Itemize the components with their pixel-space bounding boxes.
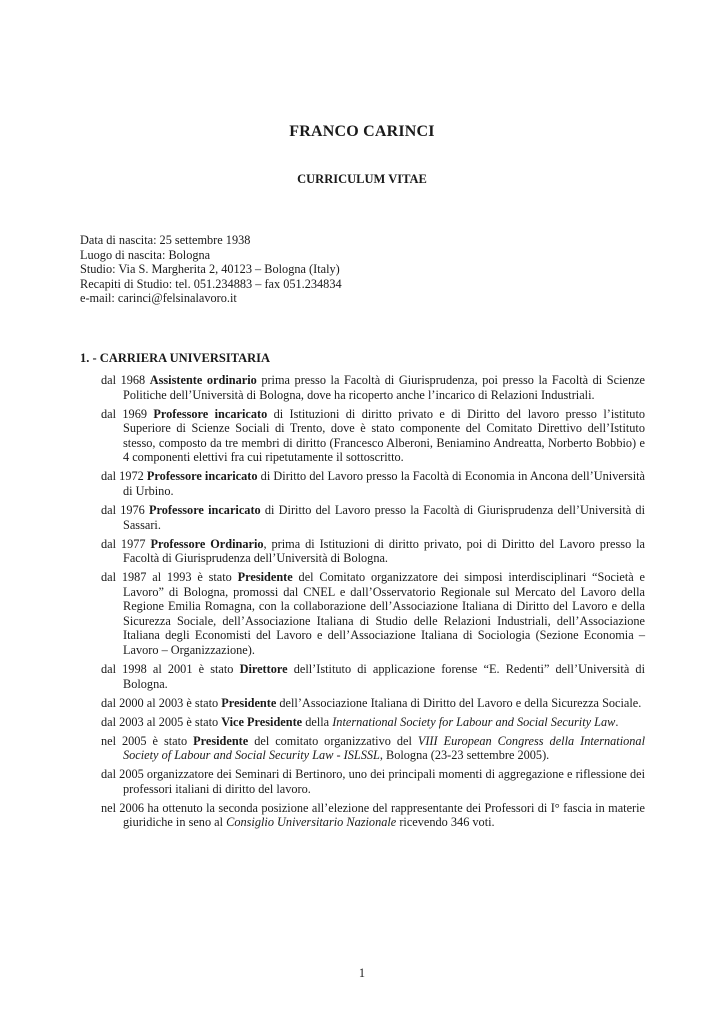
career-entry	[80, 469, 645, 498]
entry-text: dal 2000 al 2003 è stato	[101, 695, 222, 710]
entry-text: dal 1977	[101, 536, 151, 551]
entry-text: dal 1998 al 2001 è stato	[101, 662, 240, 677]
entry-text: di Istituzioni di diritto privato e di Diritto del lavoro presso l’istituto Superiore di Scienze Sociali di Trento, dove è stato componente del Comitato Direttivo dell’Istituto stesso, composto da tre membri di diritto (Francesco Alberoni, Beniamino Andreatta, Norberto Bobbio) e 4 componenti elettivi fra cui ripetutamente il sottoscritto.	[123, 406, 646, 465]
entry-text: prima presso la Facoltà di Giurisprudenza, poi presso la Facoltà di Scienze Politiche dell’Università di Bologna, dove ha ricoperto anche l’incarico di Relazioni Industriali.	[123, 373, 646, 402]
career-entry	[80, 696, 645, 711]
entry-text: dell’Associazione Italiana di Diritto del Lavoro e della Sicurezza Sociale.	[276, 695, 642, 710]
entry-text: del Comitato organizzatore dei simposi interdisciplinari “Società e Lavoro” di Bologna, promossi dal CNEL e dall’Osservatorio Regionale sul Mercato del Lavoro della Regione Emilia Romagna, con la collaborazione dell’Associazione Italiana di Diritto del Lavoro e della Sicurezza Sociale, dell’Associazione Italiana di Studio delle Relazioni Industriali, dell’Associazione Italiana degli Economisti del Lavoro e dell’Associazione Italiana di Sociologia (Sezione Economia – Lavoro – Organizzazione).	[123, 570, 645, 658]
entry-text: dal 1968	[101, 373, 150, 387]
personal-info	[80, 233, 342, 306]
page-number: 1	[358, 966, 366, 980]
entry-institution: International Society for Labour and Social Security Law	[332, 714, 616, 729]
entry-text: dal 2005 organizzatore dei Seminari di Bertinoro, uno dei principali momenti di aggregazione e riflessione dei professori italiani di diritto del lavoro.	[101, 767, 645, 796]
entry-role: Presidente	[237, 570, 293, 585]
entry-role: Presidente	[193, 733, 249, 748]
email-address: e-mail: carinci@felsinalavoro.it	[80, 291, 237, 306]
entry-role: Professore Ordinario	[150, 536, 264, 551]
entry-text: dell’Istituto di applicazione forense “E. Redenti” dell’Università di Bologna.	[123, 662, 645, 691]
career-entry	[80, 537, 645, 566]
entry-text: di Diritto del Lavoro presso la Facoltà di Economia in Ancona dell’Università di Urbino.	[123, 469, 646, 498]
office-contacts: Recapiti di Studio: tel. 051.234883 – fax 051.234834	[80, 276, 342, 291]
entry-role: Professore incaricato	[153, 406, 268, 421]
career-entry	[80, 407, 645, 465]
entry-text: di Diritto del Lavoro presso la Facoltà di Giurisprudenza dell’Università di Sassari.	[123, 502, 645, 532]
entry-role: Professore incaricato	[149, 502, 261, 517]
section-heading: 1. - CARRIERA UNIVERSITARIA	[80, 351, 271, 365]
entry-text: dal 1972	[101, 469, 147, 484]
entry-institution: Consiglio Universitario Nazionale	[226, 815, 397, 830]
career-entry	[80, 570, 645, 658]
entry-text: , Bologna (23-23 settembre 2005).	[379, 748, 550, 763]
document-subtitle: CURRICULUM VITAE	[297, 172, 427, 186]
entry-text: dal 2003 al 2005 è stato	[101, 714, 222, 729]
career-entry	[80, 734, 645, 763]
entry-text: della	[302, 714, 333, 729]
entry-role: Vice Presidente	[221, 714, 303, 729]
entry-institution: VIII European Congress della International Society of Labour and Social Security Law - ISLSSL	[123, 733, 645, 763]
document-title: FRANCO CARINCI	[289, 123, 435, 140]
entry-text: , prima di Istituzioni di diritto privato, poi di Diritto del Lavoro presso la Facoltà di Giurisprudenza dell’Università di Bologna.	[123, 536, 646, 566]
career-entries	[80, 373, 645, 834]
entry-text: dal 1976	[101, 502, 150, 517]
office-address: Studio: Via S. Margherita 2, 40123 – Bologna (Italy)	[80, 262, 340, 277]
birth-date: Data di nascita: 25 settembre 1938	[80, 233, 251, 247]
birth-place: Luogo di nascita: Bologna	[80, 247, 211, 262]
career-entry	[80, 767, 645, 796]
entry-text: dal 1969	[101, 406, 154, 421]
entry-text: dal 1987 al 1993 è stato	[101, 570, 238, 585]
career-entry	[80, 715, 645, 730]
career-entry	[80, 503, 645, 532]
entry-role: Direttore	[239, 662, 288, 677]
entry-text: nel 2006 ha ottenuto la seconda posizione all’elezione del rappresentante dei Professori di I° fascia in materie giuridiche in seno al	[101, 800, 645, 830]
entry-role: Assistente ordinario	[149, 373, 257, 387]
entry-text: .	[615, 714, 619, 729]
career-entry	[80, 662, 645, 691]
entry-text: ricevendo 346 voti.	[396, 815, 495, 830]
career-entry	[80, 373, 645, 402]
entry-text: nel 2005 è stato	[101, 733, 194, 748]
entry-role: Professore incaricato	[146, 469, 258, 484]
entry-text: del comitato organizzativo del	[248, 733, 418, 748]
career-entry	[80, 801, 645, 830]
entry-role: Presidente	[221, 695, 277, 710]
